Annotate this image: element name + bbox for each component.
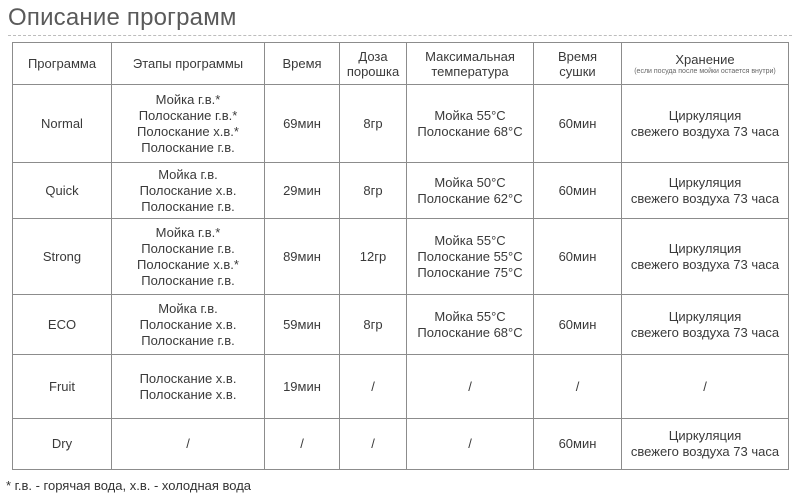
header-max-temp-line2: температура	[431, 63, 509, 79]
header-storage-note: (если посуда после мойки остается внутри)	[634, 67, 776, 75]
cell-stages-line: Полоскание х.в.	[139, 182, 237, 198]
cell-dose: 8гр	[340, 163, 407, 219]
table-header-row	[13, 43, 789, 85]
cell-storage	[622, 85, 789, 163]
cell-max-temp-line: Полоскание 55°С	[417, 248, 523, 264]
cell-max-temp-line: Полоскание 75°С	[417, 264, 523, 280]
cell-storage-line: свежего воздуха 73 часа	[630, 444, 780, 459]
cell-program: Fruit	[13, 355, 112, 419]
cell-storage	[622, 219, 789, 295]
cell-drying: 60мин	[534, 295, 622, 355]
header-time: Время	[265, 43, 340, 85]
cell-stages-line: Мойка г.в.*	[155, 91, 221, 107]
cell-time: 69мин	[265, 85, 340, 163]
programs-table	[12, 42, 789, 470]
cell-max-temp-line: Мойка 50°С	[434, 174, 506, 190]
header-dose-line1: Доза	[358, 48, 388, 64]
page-title: Описание программ	[8, 4, 237, 31]
cell-max-temp-line: Мойка 55°С	[434, 107, 506, 123]
cell-drying: /	[534, 355, 622, 419]
cell-time: 59мин	[265, 295, 340, 355]
cell-stages-line: Полоскание х.в.	[139, 370, 237, 386]
header-drying-line1: Время	[557, 48, 598, 64]
cell-stages-line: /	[186, 436, 190, 451]
cell-stages-line: Мойка г.в.*	[155, 224, 221, 240]
header-max-temp	[407, 43, 534, 85]
table-row	[13, 419, 789, 470]
header-stages: Этапы программы	[112, 43, 265, 85]
cell-time: /	[265, 419, 340, 470]
cell-storage-line: свежего воздуха 73 часа	[630, 123, 780, 139]
cell-time: 19мин	[265, 355, 340, 419]
cell-stages-line: Полоскание г.в.	[141, 139, 235, 155]
table-row	[13, 85, 789, 163]
table-row	[13, 163, 789, 219]
cell-storage-line: Циркуляция	[668, 240, 742, 256]
cell-dose: 12гр	[340, 219, 407, 295]
cell-storage-line: Циркуляция	[668, 107, 742, 123]
header-drying	[534, 43, 622, 85]
cell-drying: 60мин	[534, 419, 622, 470]
cell-stages-line: Полоскание х.в.*	[137, 123, 239, 139]
cell-dose: /	[340, 419, 407, 470]
cell-stages-line: Мойка г.в.	[158, 300, 218, 316]
cell-drying: 60мин	[534, 163, 622, 219]
cell-stages-line: Полоскание х.в.	[139, 316, 237, 332]
cell-max-temp-line: Полоскание 68°С	[417, 123, 523, 139]
cell-storage-line: свежего воздуха 73 часа	[630, 256, 780, 272]
cell-program: Strong	[13, 219, 112, 295]
cell-stages-line: Полоскание г.в.	[141, 198, 235, 214]
cell-max-temp-line: Полоскание 62°С	[417, 190, 523, 206]
cell-program: Normal	[13, 85, 112, 163]
cell-max-temp	[407, 219, 534, 295]
cell-stages	[112, 419, 265, 470]
cell-storage-line: Циркуляция	[668, 428, 742, 443]
cell-max-temp-line: /	[468, 378, 472, 394]
cell-drying: 60мин	[534, 219, 622, 295]
cell-time: 29мин	[265, 163, 340, 219]
cell-storage-line: Циркуляция	[668, 308, 742, 324]
cell-stages	[112, 163, 265, 219]
cell-drying: 60мин	[534, 85, 622, 163]
header-drying-line2: сушки	[559, 63, 596, 79]
cell-stages-line: Полоскание х.в.*	[137, 256, 239, 272]
cell-storage	[622, 419, 789, 470]
cell-storage	[622, 295, 789, 355]
header-dose-line2: порошка	[346, 63, 400, 79]
header-storage-label: Хранение	[675, 51, 735, 67]
cell-stages-line: Мойка г.в.	[158, 166, 218, 182]
cell-stages-line: Полоскание г.в.*	[138, 107, 238, 123]
cell-stages	[112, 295, 265, 355]
footnote: * г.в. - горячая вода, х.в. - холодная вода	[6, 478, 252, 493]
cell-max-temp	[407, 163, 534, 219]
cell-dose: /	[340, 355, 407, 419]
cell-max-temp-line: Мойка 55°С	[434, 308, 506, 324]
cell-stages	[112, 85, 265, 163]
title-divider	[8, 35, 792, 36]
cell-max-temp-line: Мойка 55°С	[434, 232, 506, 248]
cell-storage	[622, 355, 789, 419]
cell-stages-line: Полоскание г.в.	[141, 332, 235, 348]
cell-stages-line: Полоскание х.в.	[139, 386, 237, 402]
header-dose	[340, 43, 407, 85]
header-max-temp-line1: Максимальная	[425, 48, 515, 64]
table-body	[13, 85, 789, 470]
cell-time: 89мин	[265, 219, 340, 295]
cell-storage-line: /	[703, 378, 707, 394]
cell-storage-line: свежего воздуха 73 часа	[630, 324, 780, 340]
cell-stages-line: Полоскание г.в.	[141, 240, 235, 256]
cell-max-temp	[407, 295, 534, 355]
cell-stages-line: Полоскание г.в.	[141, 272, 235, 288]
cell-dose: 8гр	[340, 295, 407, 355]
cell-program: Quick	[13, 163, 112, 219]
cell-stages	[112, 355, 265, 419]
table-row	[13, 295, 789, 355]
cell-storage-line: Циркуляция	[668, 174, 742, 190]
cell-max-temp	[407, 419, 534, 470]
cell-program: Dry	[13, 419, 112, 470]
cell-max-temp	[407, 85, 534, 163]
table-row	[13, 355, 789, 419]
cell-storage-line: свежего воздуха 73 часа	[630, 190, 780, 206]
cell-dose: 8гр	[340, 85, 407, 163]
table-row	[13, 219, 789, 295]
cell-max-temp	[407, 355, 534, 419]
cell-storage	[622, 163, 789, 219]
cell-stages	[112, 219, 265, 295]
cell-program: ECO	[13, 295, 112, 355]
cell-max-temp-line: Полоскание 68°С	[417, 324, 523, 340]
header-storage	[622, 43, 789, 85]
cell-max-temp-line: /	[468, 436, 472, 451]
header-program: Программа	[13, 43, 112, 85]
